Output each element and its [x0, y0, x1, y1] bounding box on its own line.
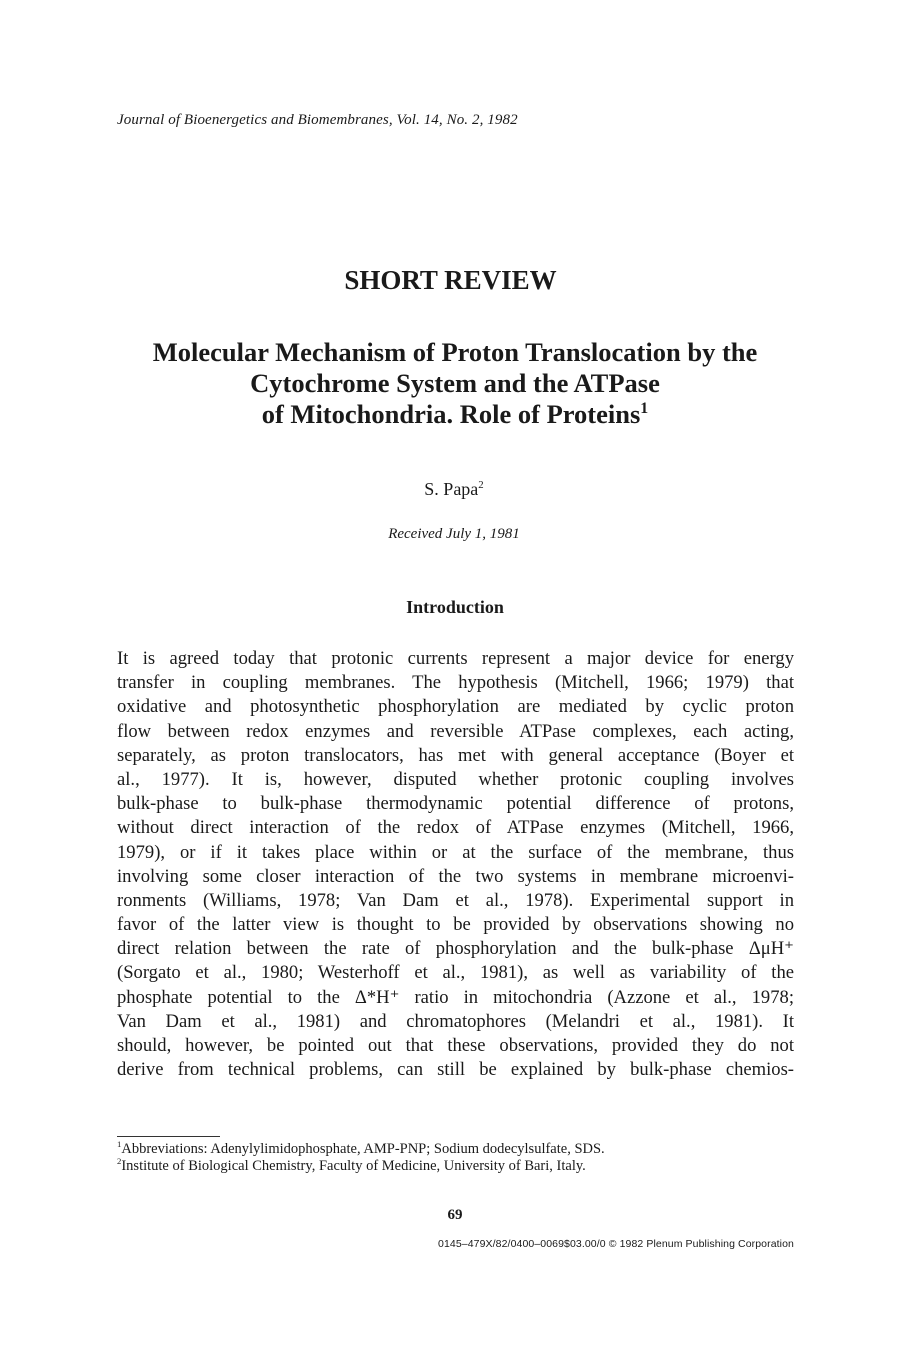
- title-line-3: [80, 399, 830, 430]
- body-line: flow between redox enzymes and reversible ATPase complexes, each acting,: [117, 720, 794, 742]
- author-name: S. Papa: [424, 479, 479, 499]
- title-footnote-mark: 1: [640, 400, 649, 418]
- page-number: 69: [447, 1207, 463, 1223]
- body-line: transfer in coupling membranes. The hypothesis (Mitchell, 1966; 1979) that: [117, 672, 794, 694]
- body-line: bulk-phase to bulk-phase thermodynamic potential difference of protons,: [117, 793, 794, 815]
- title-line-1: Molecular Mechanism of Proton Translocation by the: [152, 337, 758, 367]
- body-line: oxidative and photosynthetic phosphorylation are mediated by cyclic proton: [117, 696, 794, 718]
- footnotes: [117, 1141, 605, 1175]
- body-line: (Sorgato et al., 1980; Westerhoff et al., 1981), as well as variability of the: [117, 962, 794, 984]
- received-date: Received July 1, 1981: [388, 526, 520, 542]
- footnote-rule: [117, 1136, 220, 1137]
- body-line: direct relation between the rate of phosphorylation and the bulk-phase ΔμH⁺: [117, 938, 794, 960]
- introduction-heading: Introduction: [406, 597, 504, 617]
- author-footnote-mark: 2: [478, 479, 484, 491]
- body-line: ronments (Williams, 1978; Van Dam et al., 1978). Experimental support in: [117, 889, 794, 911]
- introduction-body: [117, 647, 794, 1082]
- journal-header: Journal of Bioenergetics and Biomembranes, Vol. 14, No. 2, 1982: [117, 112, 518, 128]
- copyright-line: 0145–479X/82/0400–0069$03.00/0 © 1982 Plenum Publishing Corporation: [438, 1238, 794, 1250]
- footnote-2: [117, 1158, 605, 1175]
- article-title: [80, 337, 830, 430]
- body-line: Van Dam et al., 1981) and chromatophores (Melandri et al., 1981). It: [117, 1010, 794, 1032]
- footnote-2-text: Institute of Biological Chemistry, Faculty of Medicine, University of Bari, Italy.: [121, 1158, 586, 1174]
- body-line: al., 1977). It is, however, disputed whether protonic coupling involves: [117, 768, 794, 790]
- footnote-2-mark: 2: [117, 1156, 122, 1167]
- body-line: without direct interaction of the redox of ATPase enzymes (Mitchell, 1966,: [117, 817, 794, 839]
- body-line: should, however, be pointed out that these observations, provided they do not: [117, 1035, 794, 1056]
- body-line: It is agreed today that protonic currents represent a major device for energy: [117, 648, 794, 669]
- body-line: involving some closer interaction of the two systems in membrane microenvi-: [117, 865, 794, 887]
- body-line: separately, as proton translocators, has met with general acceptance (Boyer et: [117, 744, 794, 766]
- body-line: phosphate potential to the Δ*H⁺ ratio in mitochondria (Azzone et al., 1978;: [117, 986, 794, 1008]
- section-label: SHORT REVIEW: [344, 265, 557, 295]
- author: [0, 479, 901, 500]
- body-line: derive from technical problems, can still be explained by bulk-phase chemios-: [117, 1059, 794, 1081]
- title-line-2: Cytochrome System and the ATPase: [250, 368, 660, 398]
- body-line: 1979), or if it takes place within or at the surface of the membrane, thus: [117, 841, 794, 863]
- footnote-1-mark: 1: [117, 1139, 122, 1150]
- body-line: favor of the latter view is thought to be provided by observations showing no: [117, 914, 794, 936]
- footnote-1: [117, 1141, 605, 1158]
- footnote-1-text: Abbreviations: Adenylylimidophosphate, AMP-PNP; Sodium dodecylsulfate, SDS.: [121, 1141, 605, 1157]
- title-line-3-text: of Mitochondria. Role of Proteins: [261, 399, 641, 429]
